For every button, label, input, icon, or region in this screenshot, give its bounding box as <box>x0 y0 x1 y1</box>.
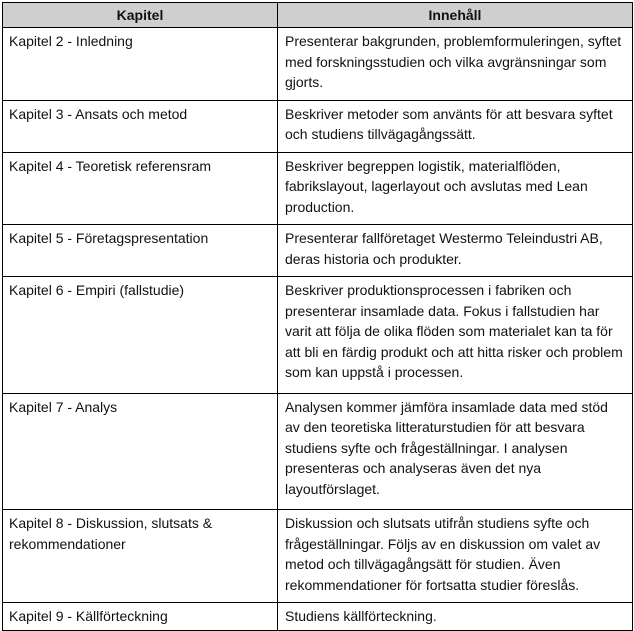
content-cell: Beskriver metoder som använts för att besvara syftet och studiens tillvägagångssätt. <box>278 100 633 152</box>
table-row <box>3 152 633 225</box>
table-row <box>3 510 633 603</box>
chapter-cell: Kapitel 7 - Analys <box>3 393 278 510</box>
chapter-cell: Kapitel 3 - Ansats och metod <box>3 100 278 152</box>
header-row <box>3 3 633 28</box>
content-cell: Studiens källförteckning. <box>278 603 633 631</box>
table-row <box>3 603 633 631</box>
table-header <box>3 3 633 28</box>
table-row <box>3 100 633 152</box>
chapter-cell: Kapitel 4 - Teoretisk referensram <box>3 152 278 225</box>
chapter-cell: Kapitel 5 - Företagspresentation <box>3 225 278 277</box>
chapter-cell: Kapitel 8 - Diskussion, slutsats & rekommendationer <box>3 510 278 603</box>
table-row <box>3 277 633 394</box>
header-chapter: Kapitel <box>3 3 278 28</box>
content-cell: Presenterar bakgrunden, problemformuleringen, syftet med forskningsstudien och vilka avgränsningar som gjorts. <box>278 28 633 101</box>
content-cell: Analysen kommer jämföra insamlade data med stöd av den teoretiska litteraturstudien för att besvara studiens syfte och frågeställningar. I analysen presenteras och analyseras även det nya layoutförslaget. <box>278 393 633 510</box>
content-cell: Beskriver produktionsprocessen i fabriken och presenterar insamlade data. Fokus i fallstudien har varit att följa de olika flöden som materialet kan ta för att bli en färdig produkt och att hitta risker och problem som kan uppstå i processen. <box>278 277 633 394</box>
content-cell: Presenterar fallföretaget Westermo Teleindustri AB, deras historia och produkter. <box>278 225 633 277</box>
table-row <box>3 225 633 277</box>
table-row <box>3 393 633 510</box>
content-cell: Beskriver begreppen logistik, materialflöden, fabrikslayout, lagerlayout och avslutas med Lean production. <box>278 152 633 225</box>
chapter-cell: Kapitel 9 - Källförteckning <box>3 603 278 631</box>
table-row <box>3 28 633 101</box>
header-content: Innehåll <box>278 3 633 28</box>
content-cell: Diskussion och slutsats utifrån studiens syfte och frågeställningar. Följs av en diskussion om valet av metod och tillvägagångsätt för studien. Även rekommendationer för fortsatta studier föreslås. <box>278 510 633 603</box>
chapter-overview-table <box>2 2 633 631</box>
chapter-cell: Kapitel 6 - Empiri (fallstudie) <box>3 277 278 394</box>
chapter-cell: Kapitel 2 - Inledning <box>3 28 278 101</box>
table-body <box>3 28 633 631</box>
